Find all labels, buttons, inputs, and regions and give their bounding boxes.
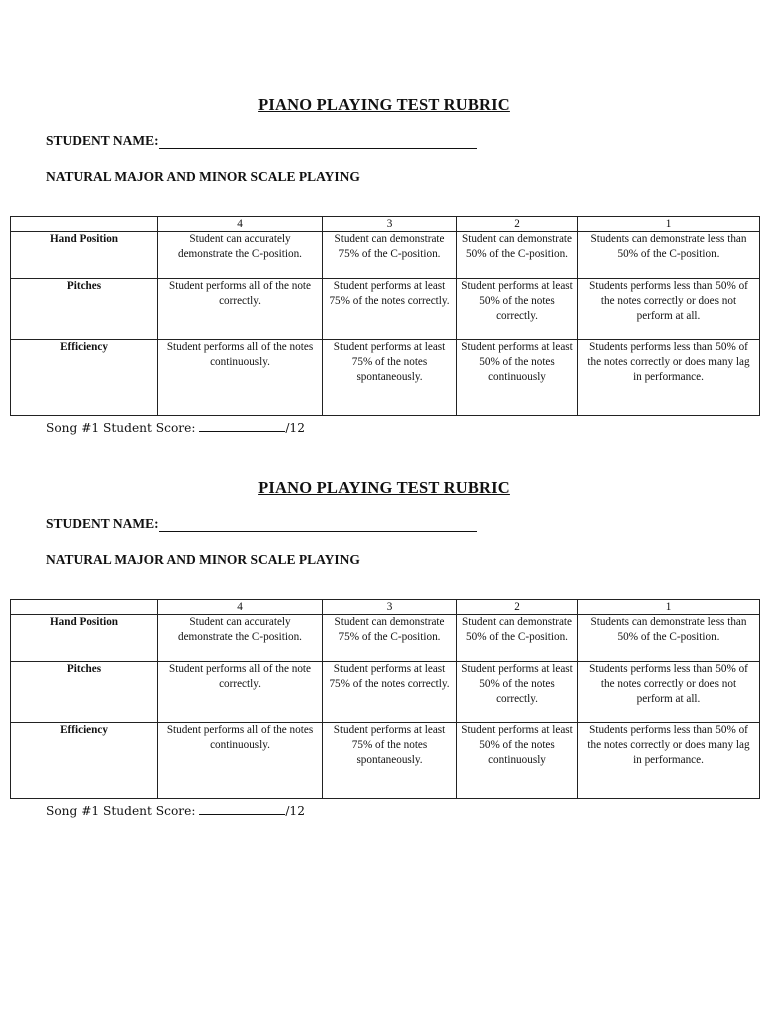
table-cell: Student performs all of the note correctly. xyxy=(158,279,323,340)
header-cell: 2 xyxy=(457,600,578,615)
student-name-field xyxy=(46,133,477,149)
row-label: Hand Position xyxy=(11,615,158,662)
table-row xyxy=(11,279,760,340)
header-cell: 4 xyxy=(158,217,323,232)
table-cell: Student performs all of the notes continuously. xyxy=(158,723,323,799)
table-cell: Student performs at least 75% of the notes correctly. xyxy=(323,279,457,340)
rubric-table xyxy=(10,216,760,416)
table-cell: Student performs at least 75% of the notes spontaneously. xyxy=(323,723,457,799)
table-cell: Students can demonstrate less than 50% of the C-position. xyxy=(578,232,760,279)
table-cell: Student performs at least 50% of the notes continuously xyxy=(457,340,578,416)
table-cell: Students performs less than 50% of the notes correctly or does not perform at all. xyxy=(578,279,760,340)
score-label: Song #1 Student Score: xyxy=(46,421,196,435)
table-cell: Students can demonstrate less than 50% of the C-position. xyxy=(578,615,760,662)
student-score xyxy=(46,419,305,435)
header-cell: 1 xyxy=(578,217,760,232)
table-row xyxy=(11,723,760,799)
rubric-subtitle: NATURAL MAJOR AND MINOR SCALE PLAYING xyxy=(46,169,360,184)
header-cell: 3 xyxy=(323,600,457,615)
score-total: /12 xyxy=(285,804,305,818)
table-cell: Student performs at least 50% of the notes correctly. xyxy=(457,279,578,340)
table-cell: Student performs at least 75% of the notes spontaneously. xyxy=(323,340,457,416)
table-header-row xyxy=(11,600,760,615)
rubric-table xyxy=(10,599,760,799)
row-label: Efficiency xyxy=(11,340,158,416)
table-cell: Student can demonstrate 50% of the C-position. xyxy=(457,232,578,279)
student-name-label: STUDENT NAME: xyxy=(46,133,159,148)
score-blank xyxy=(199,802,285,815)
table-cell: Student can demonstrate 50% of the C-position. xyxy=(457,615,578,662)
table-cell: Student performs all of the note correctly. xyxy=(158,662,323,723)
table-cell: Students performs less than 50% of the notes correctly or does many lag in performance. xyxy=(578,723,760,799)
header-cell xyxy=(11,217,158,232)
table-cell: Students performs less than 50% of the notes correctly or does not perform at all. xyxy=(578,662,760,723)
rubric-title: PIANO PLAYING TEST RUBRIC xyxy=(258,478,510,497)
table-cell: Student can demonstrate 75% of the C-position. xyxy=(323,232,457,279)
rubric-2 xyxy=(0,478,768,824)
rubric-1 xyxy=(0,95,768,441)
table-cell: Student can demonstrate 75% of the C-position. xyxy=(323,615,457,662)
score-label: Song #1 Student Score: xyxy=(46,804,196,818)
table-row xyxy=(11,340,760,416)
table-cell: Student can accurately demonstrate the C-position. xyxy=(158,615,323,662)
student-name-blank xyxy=(159,134,477,149)
table-cell: Student performs at least 75% of the notes correctly. xyxy=(323,662,457,723)
student-name-label: STUDENT NAME: xyxy=(46,516,159,531)
table-header-row xyxy=(11,217,760,232)
header-cell: 1 xyxy=(578,600,760,615)
table-cell: Students performs less than 50% of the notes correctly or does many lag in performance. xyxy=(578,340,760,416)
row-label: Hand Position xyxy=(11,232,158,279)
table-cell: Student performs all of the notes continuously. xyxy=(158,340,323,416)
table-row xyxy=(11,662,760,723)
student-score xyxy=(46,802,305,818)
score-total: /12 xyxy=(285,421,305,435)
row-label: Pitches xyxy=(11,662,158,723)
row-label: Efficiency xyxy=(11,723,158,799)
table-cell: Student performs at least 50% of the notes correctly. xyxy=(457,662,578,723)
rubric-subtitle: NATURAL MAJOR AND MINOR SCALE PLAYING xyxy=(46,552,360,567)
header-cell: 2 xyxy=(457,217,578,232)
table-row xyxy=(11,232,760,279)
rubric-title: PIANO PLAYING TEST RUBRIC xyxy=(258,95,510,114)
table-row xyxy=(11,615,760,662)
table-cell: Student performs at least 50% of the notes continuously xyxy=(457,723,578,799)
row-label: Pitches xyxy=(11,279,158,340)
student-name-blank xyxy=(159,517,477,532)
table-cell: Student can accurately demonstrate the C-position. xyxy=(158,232,323,279)
score-blank xyxy=(199,419,285,432)
student-name-field xyxy=(46,516,477,532)
header-cell: 4 xyxy=(158,600,323,615)
header-cell: 3 xyxy=(323,217,457,232)
header-cell xyxy=(11,600,158,615)
